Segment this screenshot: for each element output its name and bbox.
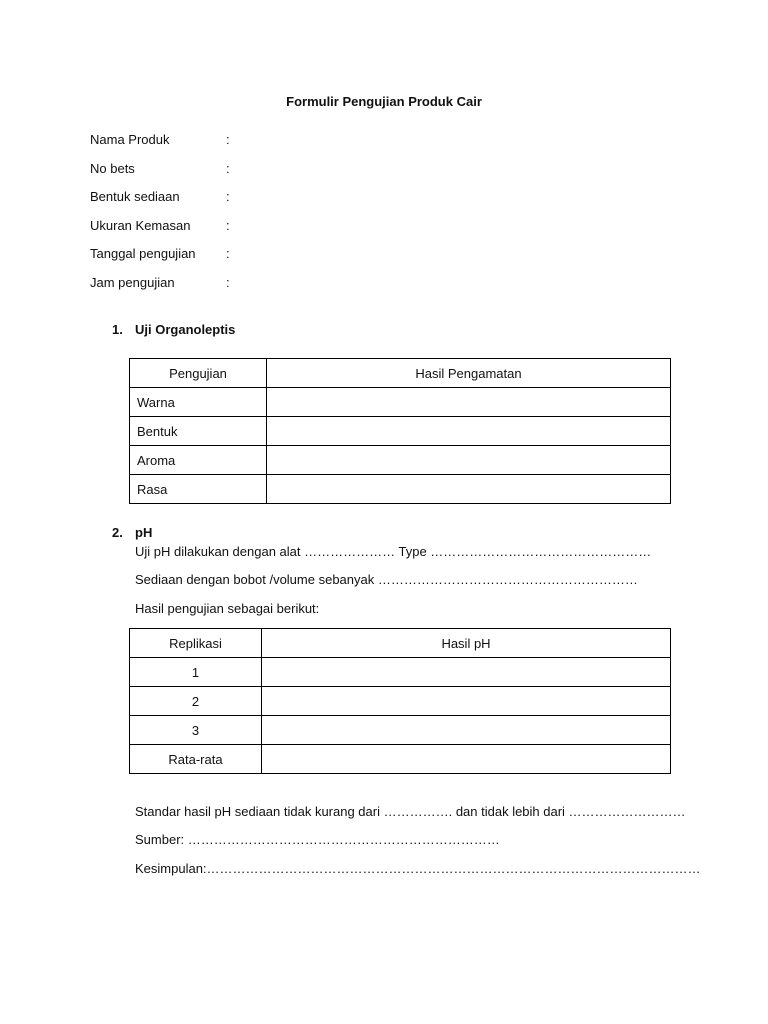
replication-cell: 1 — [130, 658, 262, 687]
ph-result-cell[interactable] — [262, 745, 671, 774]
organoleptis-table — [129, 358, 671, 504]
field-colon: : — [226, 161, 230, 176]
conclusion-line: Kesimpulan:…………………………………………………………………………………………………… — [135, 861, 701, 876]
field-colon: : — [226, 132, 230, 147]
column-header: Hasil pH — [262, 629, 671, 658]
section-title-ph: pH — [135, 525, 153, 540]
field-label: Ukuran Kemasan — [90, 218, 191, 233]
column-header: Pengujian — [130, 359, 267, 388]
row-label: Rasa — [130, 475, 267, 504]
replication-cell: 2 — [130, 687, 262, 716]
field-label: Tanggal pengujian — [90, 246, 196, 261]
field-colon: : — [226, 275, 230, 290]
table-row — [130, 388, 671, 417]
table-row — [130, 658, 671, 687]
field-label: Nama Produk — [90, 132, 170, 147]
table-row — [130, 687, 671, 716]
ph-instrument-line: Uji pH dilakukan dengan alat ………………… Type …………………………………………… — [135, 544, 652, 559]
sample-volume-line: Sediaan dengan bobot /volume sebanyak …………………………………………………… — [135, 572, 638, 587]
field-colon: : — [226, 189, 230, 204]
ph-result-cell[interactable] — [262, 687, 671, 716]
table-row — [130, 716, 671, 745]
standard-line: Standar hasil pH sediaan tidak kurang dari ……………. dan tidak lebih dari ……………………… — [135, 804, 686, 819]
result-cell[interactable] — [267, 388, 671, 417]
section-number: 2. — [112, 525, 123, 540]
table-header-row — [130, 359, 671, 388]
table-row — [130, 417, 671, 446]
row-label: Bentuk — [130, 417, 267, 446]
table-header-row — [130, 629, 671, 658]
form-title: Formulir Pengujian Produk Cair — [286, 94, 482, 109]
results-intro-line: Hasil pengujian sebagai berikut: — [135, 601, 320, 616]
table-row — [130, 446, 671, 475]
field-colon: : — [226, 246, 230, 261]
row-label: Aroma — [130, 446, 267, 475]
row-label: Warna — [130, 388, 267, 417]
column-header: Hasil Pengamatan — [267, 359, 671, 388]
field-label: Jam pengujian — [90, 275, 175, 290]
replication-cell: 3 — [130, 716, 262, 745]
ph-result-cell[interactable] — [262, 658, 671, 687]
table-row — [130, 475, 671, 504]
table-row — [130, 745, 671, 774]
field-label: Bentuk sediaan — [90, 189, 180, 204]
section-title-organoleptis: Uji Organoleptis — [135, 322, 236, 337]
column-header: Replikasi — [130, 629, 262, 658]
source-line: Sumber: ……………………………………………………………… — [135, 832, 500, 847]
ph-table — [129, 628, 671, 774]
field-label: No bets — [90, 161, 135, 176]
section-number: 1. — [112, 322, 123, 337]
result-cell[interactable] — [267, 475, 671, 504]
result-cell[interactable] — [267, 446, 671, 475]
result-cell[interactable] — [267, 417, 671, 446]
replication-cell: Rata-rata — [130, 745, 262, 774]
field-colon: : — [226, 218, 230, 233]
ph-result-cell[interactable] — [262, 716, 671, 745]
